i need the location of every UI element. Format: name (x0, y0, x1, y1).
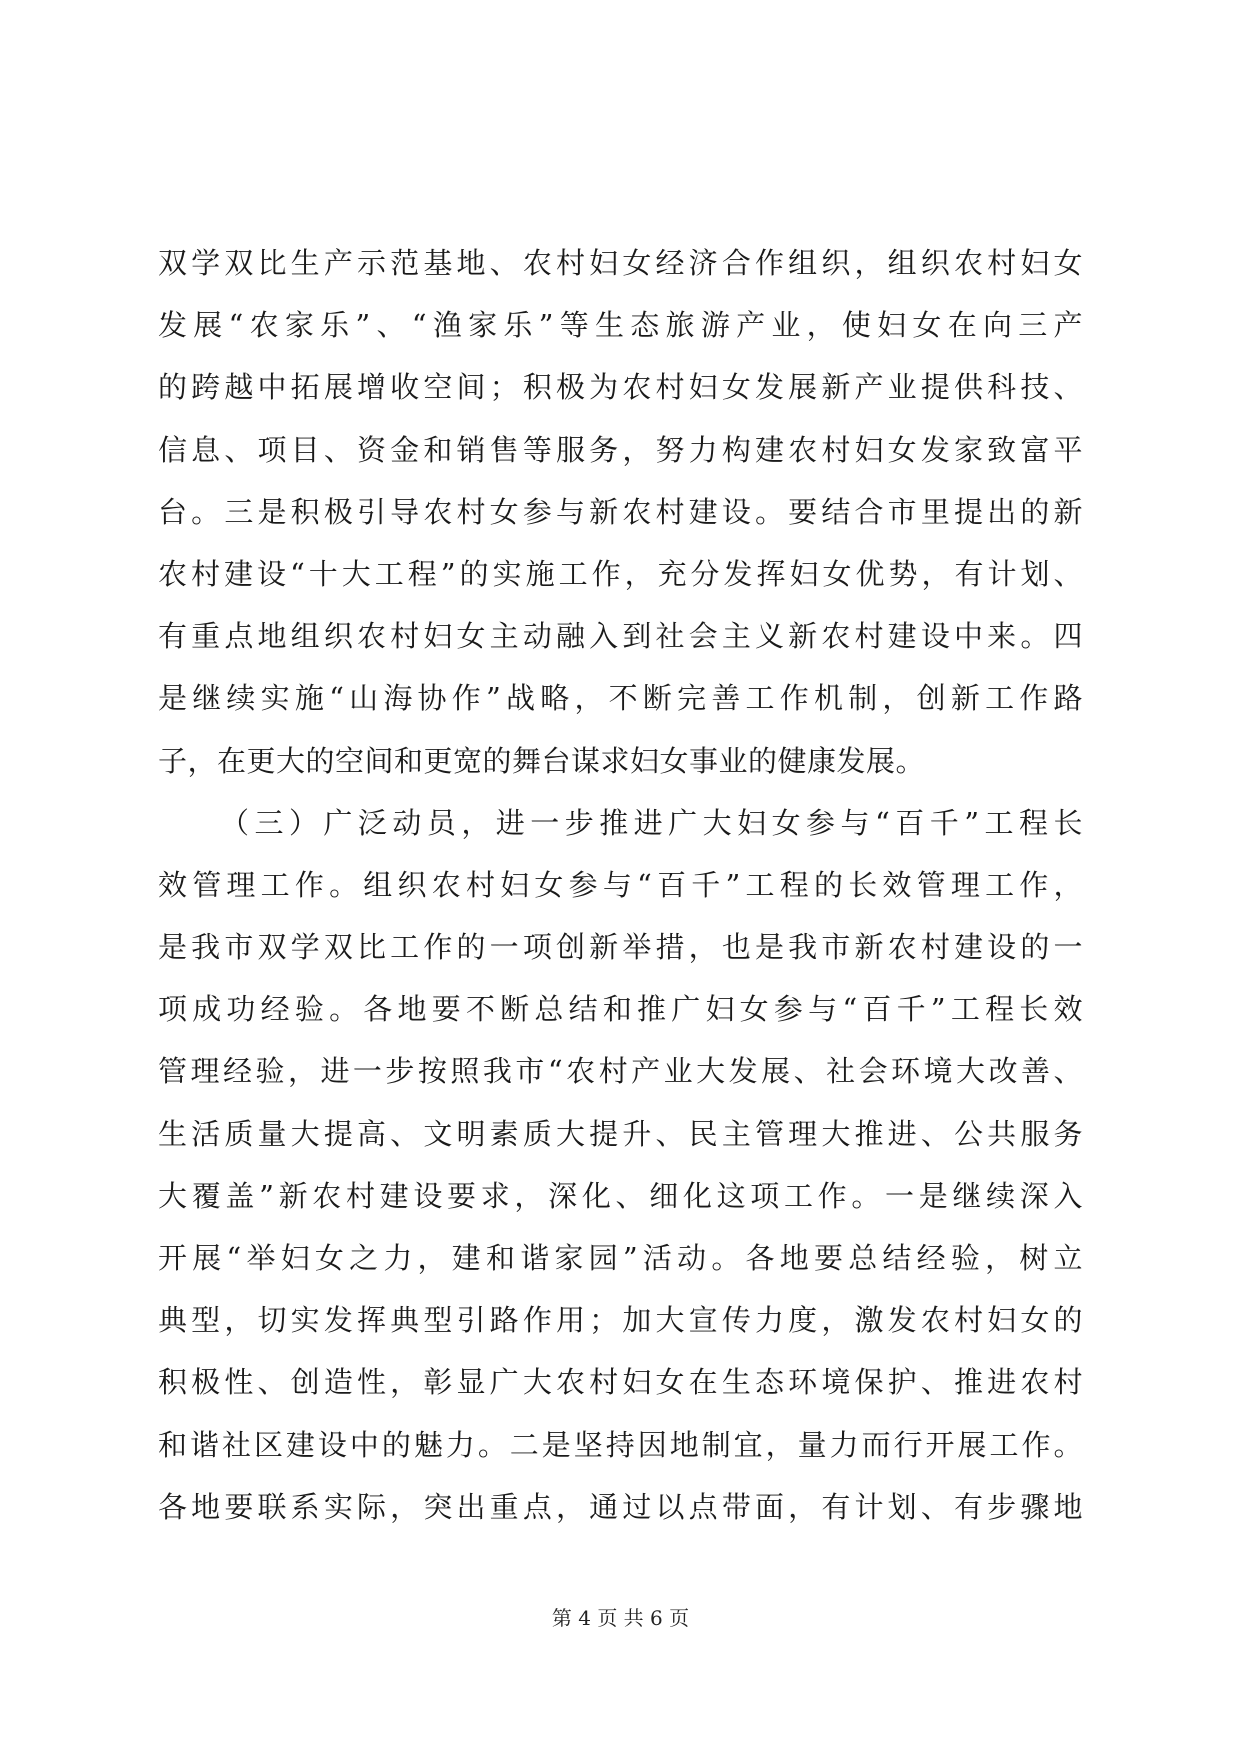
text-line: 积极性、创造性，彰显广大农村妇女在生态环境保护、推进农村 (158, 1365, 1083, 1400)
text-line: 大覆盖”新农村建设要求，深化、细化这项工作。一是继续深入 (158, 1178, 1083, 1213)
text-line: 生活质量大提高、文明素质大提升、民主管理大推进、公共服务 (158, 1116, 1083, 1151)
text-line: 有重点地组织农村妇女主动融入到社会主义新农村建设中来。四 (158, 619, 1083, 654)
text-line: 发展“农家乐”、“渔家乐”等生态旅游产业，使妇女在向三产 (158, 308, 1083, 343)
text-line: 效管理工作。组织农村妇女参与“百千”工程的长效管理工作， (158, 867, 1083, 902)
text-line: 是我市双学双比工作的一项创新举措，也是我市新农村建设的一 (158, 930, 1083, 965)
text-line: 开展“举妇女之力，建和谐家园”活动。各地要总结经验，树立 (158, 1241, 1083, 1275)
page-number-footer: 第 4 页 共 6 页 (551, 1606, 690, 1630)
text-line: 双学双比生产示范基地、农村妇女经济合作组织，组织农村妇女 (158, 246, 1083, 280)
text-line: 各地要联系实际，突出重点，通过以点带面，有计划、有步骤地 (158, 1489, 1083, 1524)
text-line: 信息、项目、资金和销售等服务，努力构建农村妇女发家致富平 (158, 432, 1083, 467)
text-line: 项成功经验。各地要不断总结和推广妇女参与“百千”工程长效 (158, 992, 1083, 1027)
text-line: 的跨越中拓展增收空间；积极为农村妇女发展新产业提供科技、 (158, 370, 1083, 405)
text-line: 典型，切实发挥典型引路作用；加大宣传力度，激发农村妇女的 (158, 1303, 1083, 1338)
text-line: 管理经验，进一步按照我市“农村产业大发展、社会环境大改善、 (158, 1054, 1083, 1089)
text-line: 农村建设“十大工程”的实施工作，充分发挥妇女优势，有计划、 (158, 556, 1083, 591)
text-line: 和谐社区建设中的魅力。二是坚持因地制宜，量力而行开展工作。 (158, 1427, 1083, 1462)
body-text (158, 232, 1083, 1538)
text-line: 是继续实施“山海协作”战略，不断完善工作机制，创新工作路 (158, 681, 1083, 716)
text-line: 子，在更大的空间和更宽的舞台谋求妇女事业的健康发展。 (158, 743, 926, 778)
text-line: 台。三是积极引导农村女参与新农村建设。要结合市里提出的新 (158, 494, 1083, 529)
section-heading-line: （三）广泛动员，进一步推进广大妇女参与“百千”工程长 (220, 805, 1083, 840)
